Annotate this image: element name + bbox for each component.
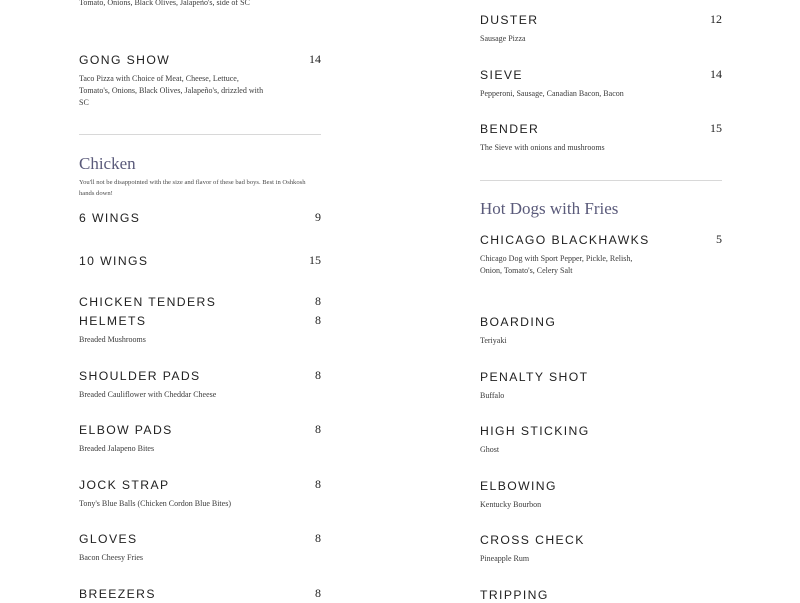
item-description: Ghost <box>480 445 500 454</box>
intro-description: Tomato, Onions, Black Olives, Jalapeño's, side of SC <box>79 0 250 7</box>
item-name: CHICAGO BLACKHAWKS <box>480 233 650 247</box>
item-name: GLOVES <box>79 532 138 546</box>
section-title-chicken: Chicken <box>79 154 136 173</box>
item-name: JOCK STRAP <box>79 478 170 492</box>
menu-item-chicago-blackhawks <box>480 232 722 277</box>
item-description: Bacon Cheesy Fries <box>79 553 143 562</box>
item-name: HIGH STICKING <box>480 424 590 438</box>
item-name: SIEVE <box>480 68 523 82</box>
menu-item-high-sticking <box>480 423 722 456</box>
item-name: 10 WINGS <box>79 254 149 268</box>
right-column-bottom <box>480 300 722 600</box>
item-name: ELBOW PADS <box>79 423 173 437</box>
item-description: Tony's Blue Balls (Chicken Cordon Blue Bites) <box>79 499 231 508</box>
item-name: TRIPPING <box>480 588 549 602</box>
section-divider <box>79 134 321 135</box>
menu-item-shoulder-pads <box>79 368 321 401</box>
item-description: Breaded Jalapeno Bites <box>79 444 155 453</box>
item-description: Chicago Dog with Sport Pepper, Pickle, Relish, Onion, Tomato's, Celery Salt <box>480 254 633 275</box>
item-description: Taco Pizza with Choice of Meat, Cheese, Lettuce, Tomato's, Onions, Black Olives, Jalapeño's, drizzled with SC <box>79 74 264 107</box>
item-price: 8 <box>315 477 321 491</box>
menu-item-tripping <box>480 587 722 603</box>
menu-item-helmets <box>79 313 321 346</box>
item-description: Kentucky Bourbon <box>480 500 542 509</box>
menu-item-gloves <box>79 531 321 564</box>
item-name: SHOULDER PADS <box>79 369 201 383</box>
menu-item-elbow-pads <box>79 422 321 455</box>
item-description: Buffalo <box>480 391 505 400</box>
item-name: CROSS CHECK <box>480 533 585 547</box>
item-name: CHICKEN TENDERS <box>79 295 217 309</box>
menu-item-cross-check <box>480 532 722 565</box>
item-price: 9 <box>315 210 321 224</box>
section-divider <box>480 180 722 181</box>
item-price: 8 <box>315 313 321 327</box>
menu-item-6-wings <box>79 210 321 226</box>
section-title-hot-dogs: Hot Dogs with Fries <box>480 199 619 218</box>
menu-item-penalty-shot <box>480 369 722 402</box>
menu-item-gong-show <box>79 52 321 109</box>
item-name: BREEZERS <box>79 587 156 601</box>
item-price: 15 <box>309 253 321 267</box>
item-price: 12 <box>710 12 722 26</box>
item-price: 8 <box>315 422 321 436</box>
item-description: Breaded Mushrooms <box>79 335 146 344</box>
item-description: Sausage Pizza <box>480 34 526 43</box>
item-description: Breaded Cauliflower with Cheddar Cheese <box>79 390 217 399</box>
menu-item-elbowing <box>480 478 722 511</box>
menu-page-bottom <box>0 300 800 600</box>
item-name: ELBOWING <box>480 479 557 493</box>
item-description: Pepperoni, Sausage, Canadian Bacon, Bacon <box>480 89 624 98</box>
item-price: 8 <box>315 294 321 308</box>
item-name: BENDER <box>480 122 540 136</box>
left-column-bottom <box>79 300 321 600</box>
right-column-top <box>480 0 722 300</box>
item-name: HELMETS <box>79 314 147 328</box>
item-price: 5 <box>716 232 722 246</box>
item-price: 8 <box>315 586 321 600</box>
item-description: Pineapple Rum <box>480 554 530 563</box>
menu-item-boarding <box>480 314 722 347</box>
item-name: GONG SHOW <box>79 53 171 67</box>
item-price: 8 <box>315 531 321 545</box>
item-name: BOARDING <box>480 315 557 329</box>
menu-item-10-wings <box>79 253 321 269</box>
item-price: 15 <box>710 121 722 135</box>
item-description: Teriyaki <box>480 336 507 345</box>
item-price: 14 <box>710 67 722 81</box>
menu-item-bender <box>480 121 722 154</box>
menu-item-breezers <box>79 586 321 602</box>
item-description: The Sieve with onions and mushrooms <box>480 143 605 152</box>
item-name: PENALTY SHOT <box>480 370 589 384</box>
menu-item-sieve <box>480 67 722 100</box>
item-name: DUSTER <box>480 13 539 27</box>
section-note-chicken: You'll not be disappointed with the size and flavor of these bad boys. Best in Oshkosh hands down! <box>79 179 306 197</box>
item-price: 8 <box>315 368 321 382</box>
item-price: 14 <box>309 52 321 66</box>
item-name: 6 WINGS <box>79 211 141 225</box>
left-column-top <box>79 0 321 309</box>
menu-item-duster <box>480 12 722 45</box>
menu-item-jock-strap <box>79 477 321 510</box>
